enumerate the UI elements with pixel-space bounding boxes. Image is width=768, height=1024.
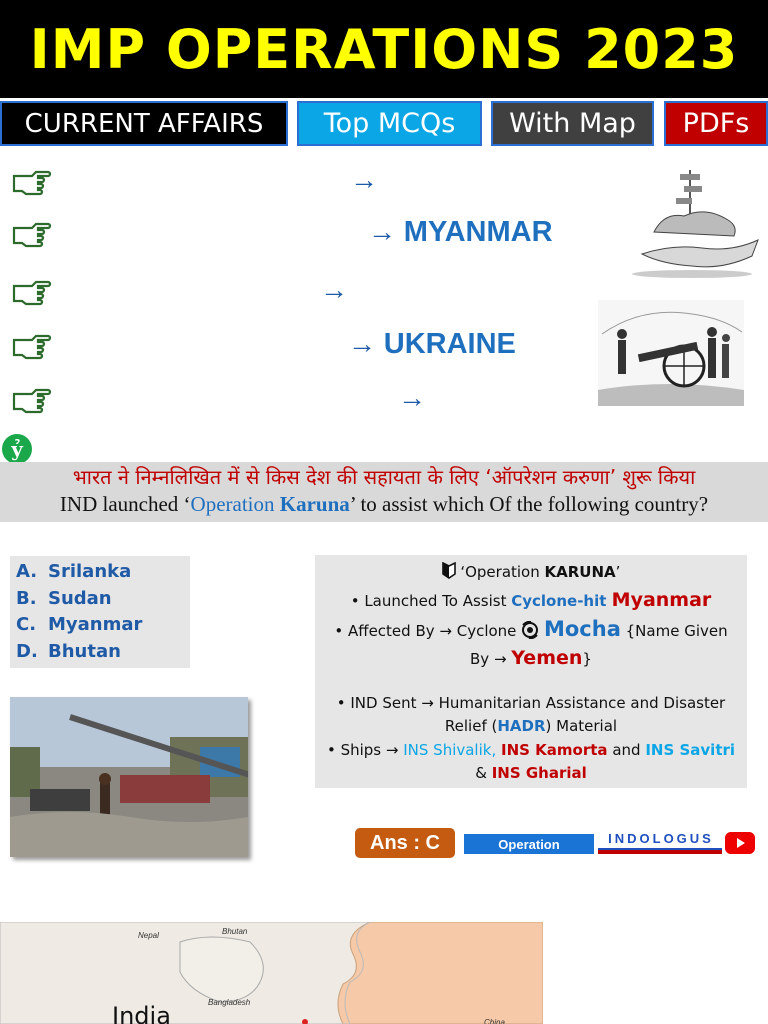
pointing-hand-icon <box>12 276 52 308</box>
operation-row <box>12 274 612 310</box>
current-affairs-tag: CURRENT AFFAIRS <box>0 101 288 146</box>
country-myanmar: MYANMAR <box>403 216 553 248</box>
map-label-bangladesh: Bangladesh <box>208 998 251 1007</box>
fact-launched: • Launched To Assist Cyclone-hit Myanmar <box>350 589 712 611</box>
operation-arrow: → <box>320 274 348 305</box>
operation-arrow: → UKRAINE <box>348 328 516 360</box>
pointing-hand-icon <box>12 218 52 250</box>
option-b: B. Sudan <box>16 587 112 609</box>
operation-pill: Operation <box>464 834 594 854</box>
option-d: D. Bhutan <box>16 640 121 662</box>
pointing-hand-icon <box>12 330 52 362</box>
map-label-china: China <box>484 1018 505 1024</box>
operation-row <box>12 328 612 364</box>
operation-arrow: → <box>398 382 426 413</box>
brand-logo: INDOLOGUS <box>608 831 714 846</box>
fact-affected: • Affected By → Cyclone Mocha {Name Given <box>334 617 728 641</box>
operation-arrow: → MYANMAR <box>368 216 553 248</box>
youtube-icon[interactable] <box>725 832 755 854</box>
answer-options <box>10 556 190 668</box>
operation-row <box>12 382 612 418</box>
option-c: C. Myanmar <box>16 614 143 635</box>
fact-ships: • Ships → INS Shivalik, INS Kamorta and INS Savitri <box>326 741 736 759</box>
fact-name-given: By → Yemen} <box>470 647 592 669</box>
operation-row <box>12 216 612 252</box>
flag-icon <box>442 562 456 579</box>
fact-sent-1: • IND Sent → Humanitarian Assistance and Disaster <box>336 694 726 712</box>
cyclone-icon <box>521 621 539 639</box>
map-shapes <box>0 922 543 1024</box>
fact-ships-2: & INS Gharial <box>475 764 587 782</box>
brand-underline-red <box>598 850 722 854</box>
map-label-bhutan: Bhutan <box>222 927 248 936</box>
info-icon: ỷ <box>2 434 32 464</box>
map-label-india: India <box>112 1002 171 1024</box>
pointing-hand-icon <box>12 384 52 416</box>
operation-row <box>12 164 612 200</box>
operation-arrow: → <box>350 164 378 195</box>
with-map-tag: With Map <box>491 101 654 146</box>
answer-badge: Ans : C <box>355 828 455 858</box>
question-english: IND launched ‘Operation Karuna’ to assist which Of the following country? <box>59 492 709 516</box>
option-a: A. Srilanka <box>16 561 132 582</box>
map-region <box>0 922 543 1024</box>
title-bar <box>0 0 768 98</box>
country-ukraine: UKRAINE <box>383 328 516 360</box>
fact-sent-2: Relief (HADR) Material <box>444 717 618 735</box>
map-label-nepal: Nepal <box>138 931 159 940</box>
page-title: IMP OPERATIONS 2023 <box>29 17 739 81</box>
top-mcqs-tag: Top MCQs <box>297 101 482 146</box>
question-hindi: भारत ने निम्नलिखित में से किस देश की सहायता के लिए ‘ऑपरेशन करुणा’ शुरू किया <box>72 465 696 489</box>
pdfs-tag: PDFs <box>664 101 768 146</box>
fact-heading: ‘Operation KARUNA’ <box>315 562 747 581</box>
fact-box <box>315 555 747 788</box>
cyclone-damage-photo <box>10 697 248 857</box>
hand-holding-globe-illustration <box>622 162 762 282</box>
soldiers-cannon-illustration <box>598 300 744 406</box>
pointing-hand-icon <box>12 166 52 198</box>
